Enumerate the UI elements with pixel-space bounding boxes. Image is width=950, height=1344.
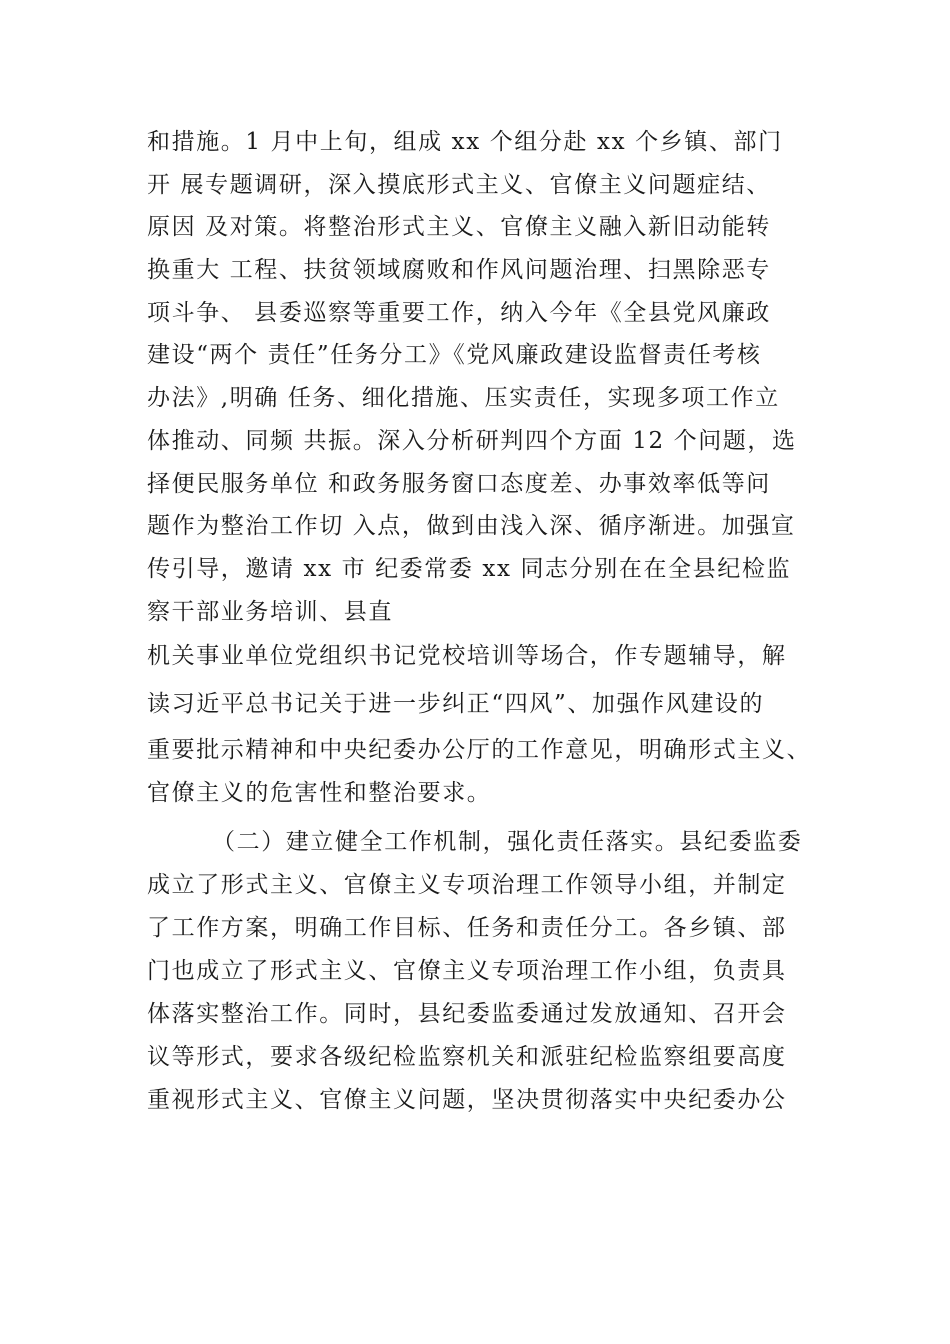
paragraph-line: 官僚主义的危害性和整治要求。 [147,780,492,806]
paragraph-line: 传引导，邀请 xx 市 纪委常委 xx 同志分别在在全县纪检监 [147,556,792,582]
paragraph-line: 机关事业单位党组织书记党校培训等场合，作专题辅导，解 [147,643,787,669]
paragraph-line: 议等形式，要求各级纪检监察机关和派驻纪检监察组要高度 [147,1044,787,1070]
paragraph-line: 项斗争、 县委巡察等重要工作，纳入今年《全县党风廉政 [147,300,771,326]
paragraph-line: 了工作方案，明确工作目标、任务和责任分工。各乡镇、部 [147,915,787,941]
paragraph-line: 体落实整治工作。同时，县纪委监委通过发放通知、召开会 [147,1001,787,1027]
paragraph-line: 建设“两个 责任”任务分工》《党风廉政建设监督责任考核 [147,342,762,368]
paragraph-line: 成立了形式主义、官僚主义专项治理工作领导小组，并制定 [147,872,787,898]
paragraph-line: 重视形式主义、官僚主义问题，坚决贯彻落实中央纪委办公 [147,1087,787,1113]
paragraph-line: 开 展专题调研，深入摸底形式主义、官僚主义问题症结、 [147,172,771,198]
paragraph-line: 体推动、同频 共振。深入分析研判四个方面 12 个问题，选 [147,428,797,454]
paragraph-line: 察干部业务培训、县直 [147,599,393,625]
paragraph-line: 和措施。1 月中上旬，组成 xx 个组分赴 xx 个乡镇、部门 [147,129,783,155]
paragraph-line: 原因 及对策。将整治形式主义、官僚主义融入新旧动能转 [147,214,771,240]
paragraph-line: 办法》,明确 任务、细化措施、压实责任，实现多项工作立 [147,385,780,411]
paragraph-line: 题作为整治工作切 入点，做到由浅入深、循序渐进。加强宣 [147,513,796,539]
paragraph-line: 门也成立了形式主义、官僚主义专项治理工作小组，负责具 [147,958,787,984]
paragraph-line: 择便民服务单位 和政务服务窗口态度差、办事效率低等问 [147,471,771,497]
paragraph-line: 换重大 工程、扶贫领域腐败和作风问题治理、扫黑除恶专 [147,257,771,283]
section-heading-line: （二）建立健全工作机制，强化责任落实。县纪委监委 [212,829,803,855]
paragraph-line: 重要批示精神和中央纪委办公厅的工作意见，明确形式主义、 [147,737,812,763]
paragraph-line: 读习近平总书记关于进一步纠正“四风”、加强作风建设的 [147,691,765,717]
